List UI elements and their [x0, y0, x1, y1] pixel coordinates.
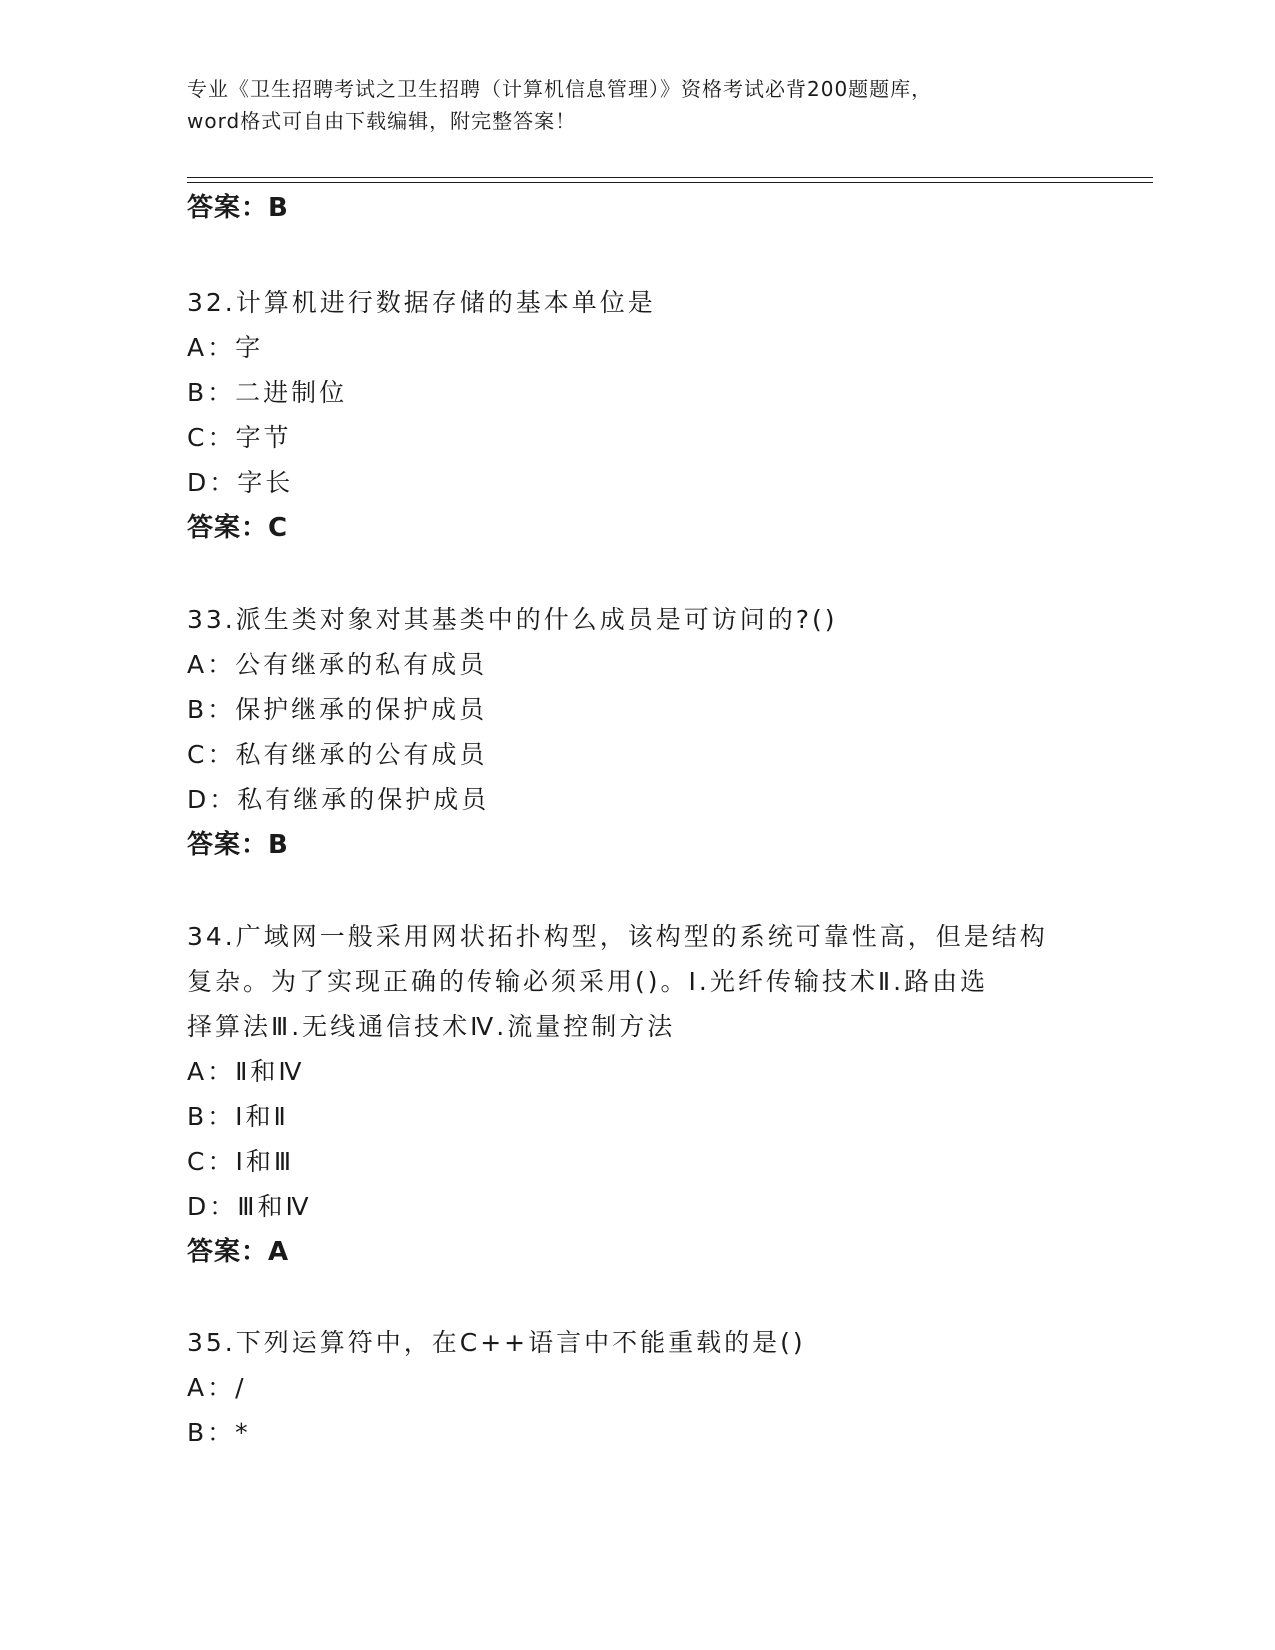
header-line-1: 专业《卫生招聘考试之卫生招聘（计算机信息管理）》资格考试必背200题题库，: [187, 77, 933, 101]
q35-option-a: A：/: [187, 1373, 247, 1402]
question-33: 33.派生类对象对其基类中的什么成员是可访问的?(): [187, 605, 838, 634]
q34-option-d: D：Ⅲ和Ⅳ: [187, 1192, 312, 1221]
q33-option-c: C：私有继承的公有成员: [187, 740, 488, 769]
answer-q33: 答案：B: [187, 830, 289, 860]
q34-option-b: B：Ⅰ和Ⅱ: [187, 1102, 289, 1131]
header-divider-top: [187, 177, 1153, 178]
question-34-line-1: 34.广域网一般采用网状拓扑构型，该构型的系统可靠性高，但是结构: [187, 922, 1048, 951]
header-divider-bottom: [187, 182, 1153, 183]
q32-option-b: B：二进制位: [187, 378, 348, 407]
answer-q31: 答案：B: [187, 193, 289, 223]
answer-q34: 答案：A: [187, 1237, 290, 1267]
question-32: 32.计算机进行数据存储的基本单位是: [187, 288, 656, 317]
q33-option-b: B：保护继承的保护成员: [187, 695, 488, 724]
q32-option-d: D：字长: [187, 468, 294, 497]
question-35: 35.下列运算符中，在C++语言中不能重载的是(): [187, 1328, 806, 1357]
document-header: [187, 73, 1087, 137]
question-34-line-3: 择算法Ⅲ.无线通信技术Ⅳ.流量控制方法: [187, 1012, 676, 1041]
answer-q32: 答案：C: [187, 513, 289, 543]
q34-option-c: C：Ⅰ和Ⅲ: [187, 1147, 295, 1176]
q32-option-c: C：字节: [187, 423, 292, 452]
q34-option-a: A：Ⅱ和Ⅳ: [187, 1057, 305, 1086]
q32-option-a: A：字: [187, 333, 264, 362]
q35-option-b: B：*: [187, 1418, 251, 1447]
q33-option-a: A：公有继承的私有成员: [187, 650, 488, 679]
header-line-2: word格式可自由下载编辑，附完整答案！: [187, 109, 577, 133]
question-34-line-2: 复杂。为了实现正确的传输必须采用()。Ⅰ.光纤传输技术Ⅱ.路由选: [187, 967, 989, 996]
q33-option-d: D：私有继承的保护成员: [187, 785, 490, 814]
